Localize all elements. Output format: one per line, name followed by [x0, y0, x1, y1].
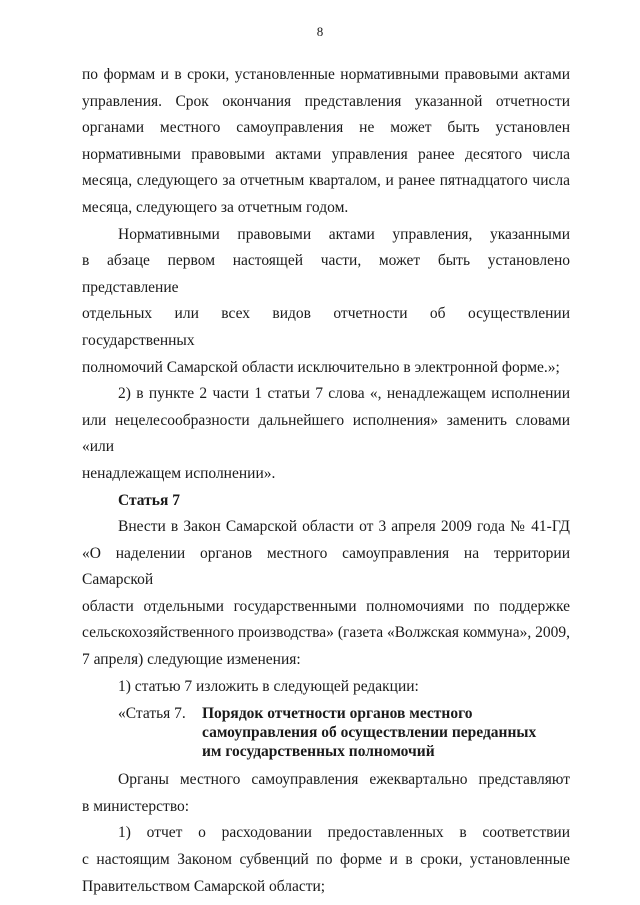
- paragraph-line: сельскохозяйственного производства» (газета «Волжская коммуна», 2009,: [82, 624, 570, 642]
- paragraph-line: 1) статью 7 изложить в следующей редакции:: [118, 677, 419, 695]
- paragraph-line: Нормативными правовыми актами управления, указанными: [118, 225, 570, 243]
- article-title-line: Порядок отчетности органов местного: [202, 705, 473, 723]
- paragraph-line: органами местного самоуправления не может быть установлен: [82, 119, 570, 137]
- paragraph-line: с настоящим Законом субвенций по форме и в сроки, установленные: [82, 851, 570, 869]
- paragraph-line: 7 апреля) следующие изменения:: [82, 651, 301, 669]
- paragraph-line: ненадлежащем исполнении».: [82, 464, 276, 482]
- article-heading: Статья 7: [118, 491, 180, 509]
- paragraph-line: Органы местного самоуправления ежеквартально представляют: [118, 771, 570, 789]
- article-title-line: самоуправления об осуществлении переданных: [202, 724, 537, 742]
- paragraph-line: Правительством Самарской области;: [82, 877, 326, 895]
- paragraph-line: 2) в пункте 2 части 1 статьи 7 слова «, ненадлежащем исполнении: [118, 385, 570, 403]
- paragraph-line: области отдельными государственными полномочиями по поддержке: [82, 597, 570, 615]
- article-label: «Статья 7.: [118, 705, 186, 723]
- paragraph-line: «О наделении органов местного самоуправления на территории Самарской: [82, 544, 570, 589]
- paragraph-line: месяца, следующего за отчетным кварталом, и ранее пятнадцатого числа: [82, 172, 570, 190]
- paragraph-line: отдельных или всех видов отчетности об осуществлении государственных: [82, 305, 570, 349]
- document-body: [82, 62, 570, 900]
- paragraph-line: полномочий Самарской области исключительно в электронной форме.»;: [82, 358, 560, 376]
- paragraph-line: в абзаце первом настоящей части, может быть установлено представление: [82, 252, 570, 296]
- paragraph-line: по формам и в сроки, установленные нормативными правовыми актами: [82, 66, 570, 83]
- paragraph-line: 1) отчет о расходовании предоставленных в соответствии: [118, 824, 570, 842]
- article-block: [82, 701, 570, 767]
- paragraph-line: месяца, следующего за отчетным годом.: [82, 198, 349, 216]
- paragraph-line: в министерство:: [82, 797, 190, 815]
- paragraph-line: или нецелесообразности дальнейшего исполнения» заменить словами «или: [82, 411, 570, 456]
- page-number: 8: [316, 24, 324, 39]
- paragraph-line: нормативными правовыми актами управления ранее десятого числа: [82, 145, 570, 163]
- article-title-line: им государственных полномочий: [202, 743, 435, 761]
- article-title: [202, 701, 570, 767]
- paragraph-line: Внести в Закон Самарской области от 3 апреля 2009 года № 41-ГД: [118, 518, 570, 536]
- paragraph-line: управления. Срок окончания представления указанной отчетности: [82, 92, 570, 110]
